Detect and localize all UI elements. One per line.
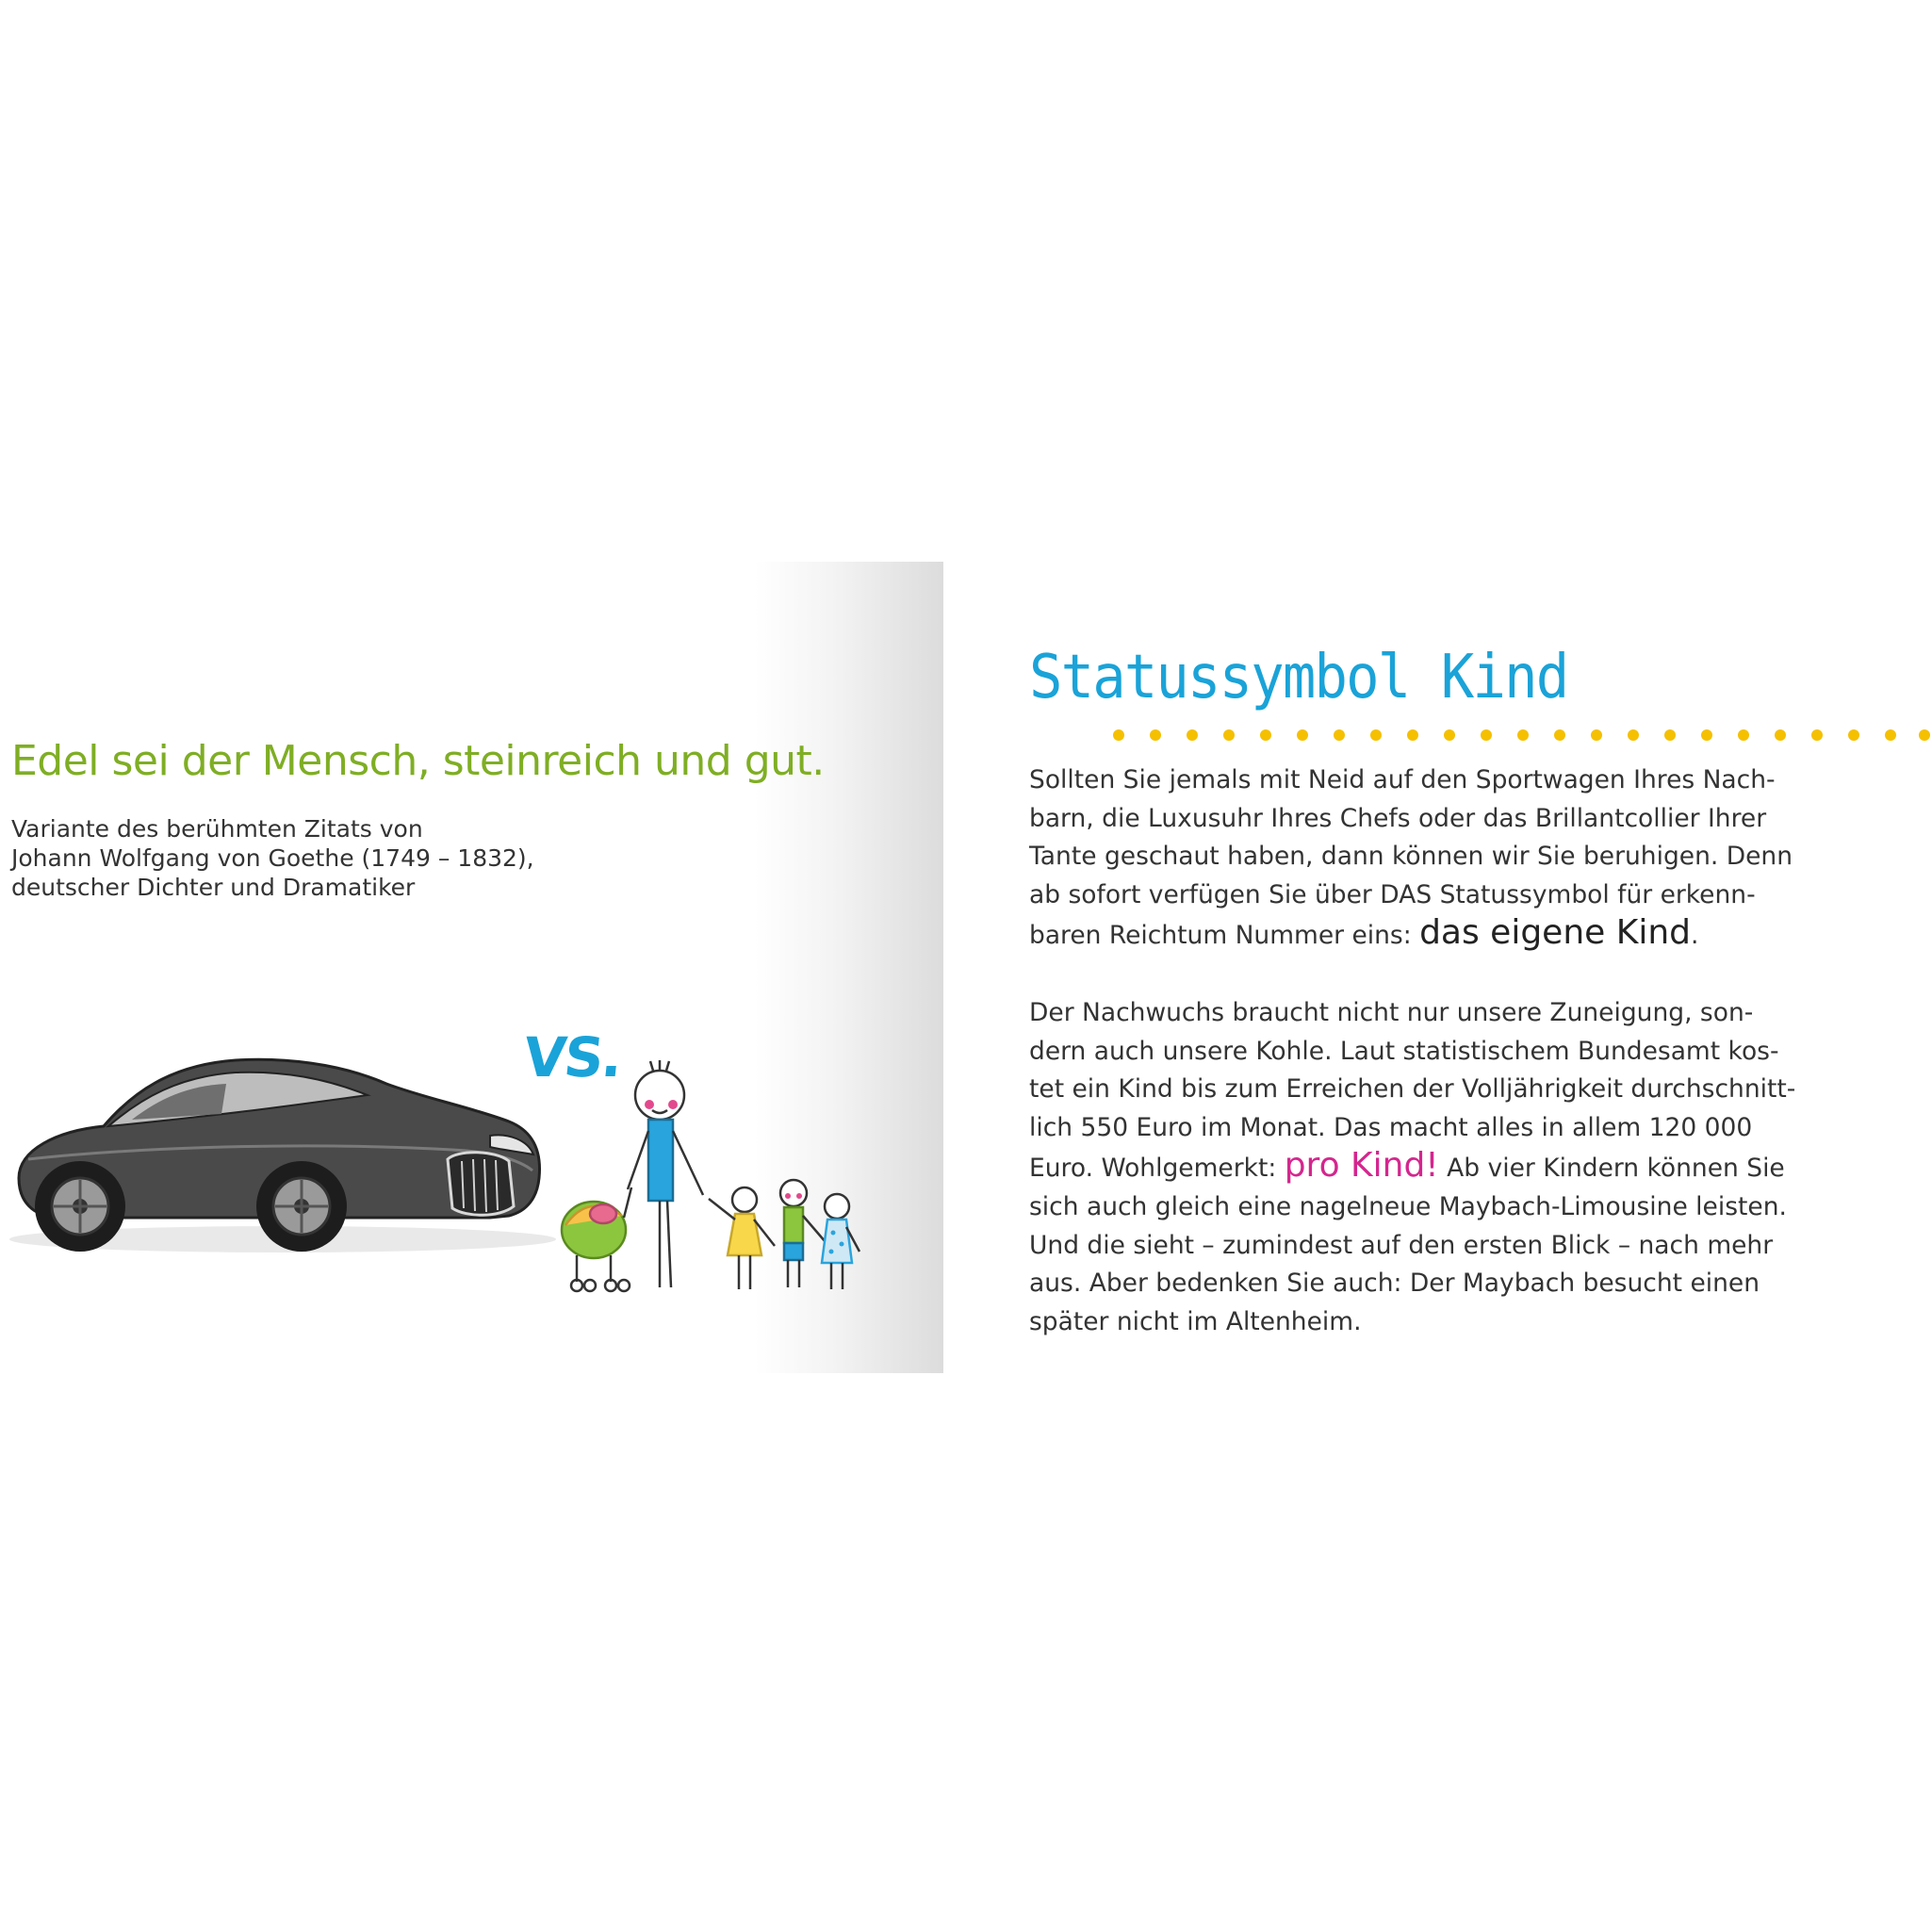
body-line: ab sofort verfügen Sie über DAS Statussymbol für erkenn- <box>1029 879 1756 909</box>
body-line: tet ein Kind bis zum Erreichen der Volljährigkeit durchschnitt- <box>1029 1074 1796 1105</box>
body-line: lich 550 Euro im Monat. Das macht alles in allem 120 000 <box>1029 1112 1753 1142</box>
paragraph-gap <box>1029 956 1877 994</box>
body-line: Der Nachwuchs braucht nicht nur unsere Zuneigung, son- <box>1029 997 1754 1027</box>
goethe-quote-heading: Edel sei der Mensch, steinreich und gut. <box>11 737 825 785</box>
body-line: barn, die Luxusuhr Ihres Chefs oder das Brillantcollier Ihrer <box>1029 803 1767 833</box>
emphasis-per-child: pro Kind! <box>1284 1146 1439 1186</box>
body-line <box>1029 1147 1877 1188</box>
body-line: dern auch unsere Kohle. Laut statistischem Bundesamt kos- <box>1029 1036 1779 1066</box>
body-line: später nicht im Altenheim. <box>1029 1306 1362 1336</box>
family-illustration <box>562 1060 860 1291</box>
attribution-line: Variante des berühmten Zitats von <box>11 815 423 843</box>
chapter-body <box>1029 761 1877 1341</box>
attribution-line: deutscher Dichter und Dramatiker <box>11 874 416 901</box>
body-line <box>1029 914 1877 956</box>
body-text: Ab vier Kindern können Sie <box>1438 1154 1785 1184</box>
body-text: Euro. Wohlgemerkt: <box>1029 1154 1285 1184</box>
emphasis-own-child: das eigene Kind <box>1419 913 1692 953</box>
car-illustration <box>9 1059 556 1253</box>
body-line: aus. Aber bedenken Sie auch: Der Maybach besucht einen <box>1029 1269 1760 1299</box>
dotted-divider <box>1112 726 1932 745</box>
quote-attribution <box>11 814 534 902</box>
body-line: sich auch gleich eine nagelneue Maybach-Limousine leisten. <box>1029 1191 1787 1221</box>
body-line: Tante geschaut haben, dann können wir Sie beruhigen. Denn <box>1029 842 1793 872</box>
attribution-line: Johann Wolfgang von Goethe (1749 – 1832), <box>11 844 534 872</box>
chapter-title: Statussymbol Kind <box>1029 643 1568 712</box>
body-text: baren Reichtum Nummer eins: <box>1029 921 1420 951</box>
versus-label: VS. <box>520 1025 625 1089</box>
body-line: Sollten Sie jemals mit Neid auf den Sportwagen Ihres Nach- <box>1029 765 1776 794</box>
car-vs-family-illustration <box>0 1008 886 1329</box>
body-line: Und die sieht – zumindest auf den ersten Blick – nach mehr <box>1029 1230 1774 1260</box>
body-text: . <box>1691 921 1699 951</box>
